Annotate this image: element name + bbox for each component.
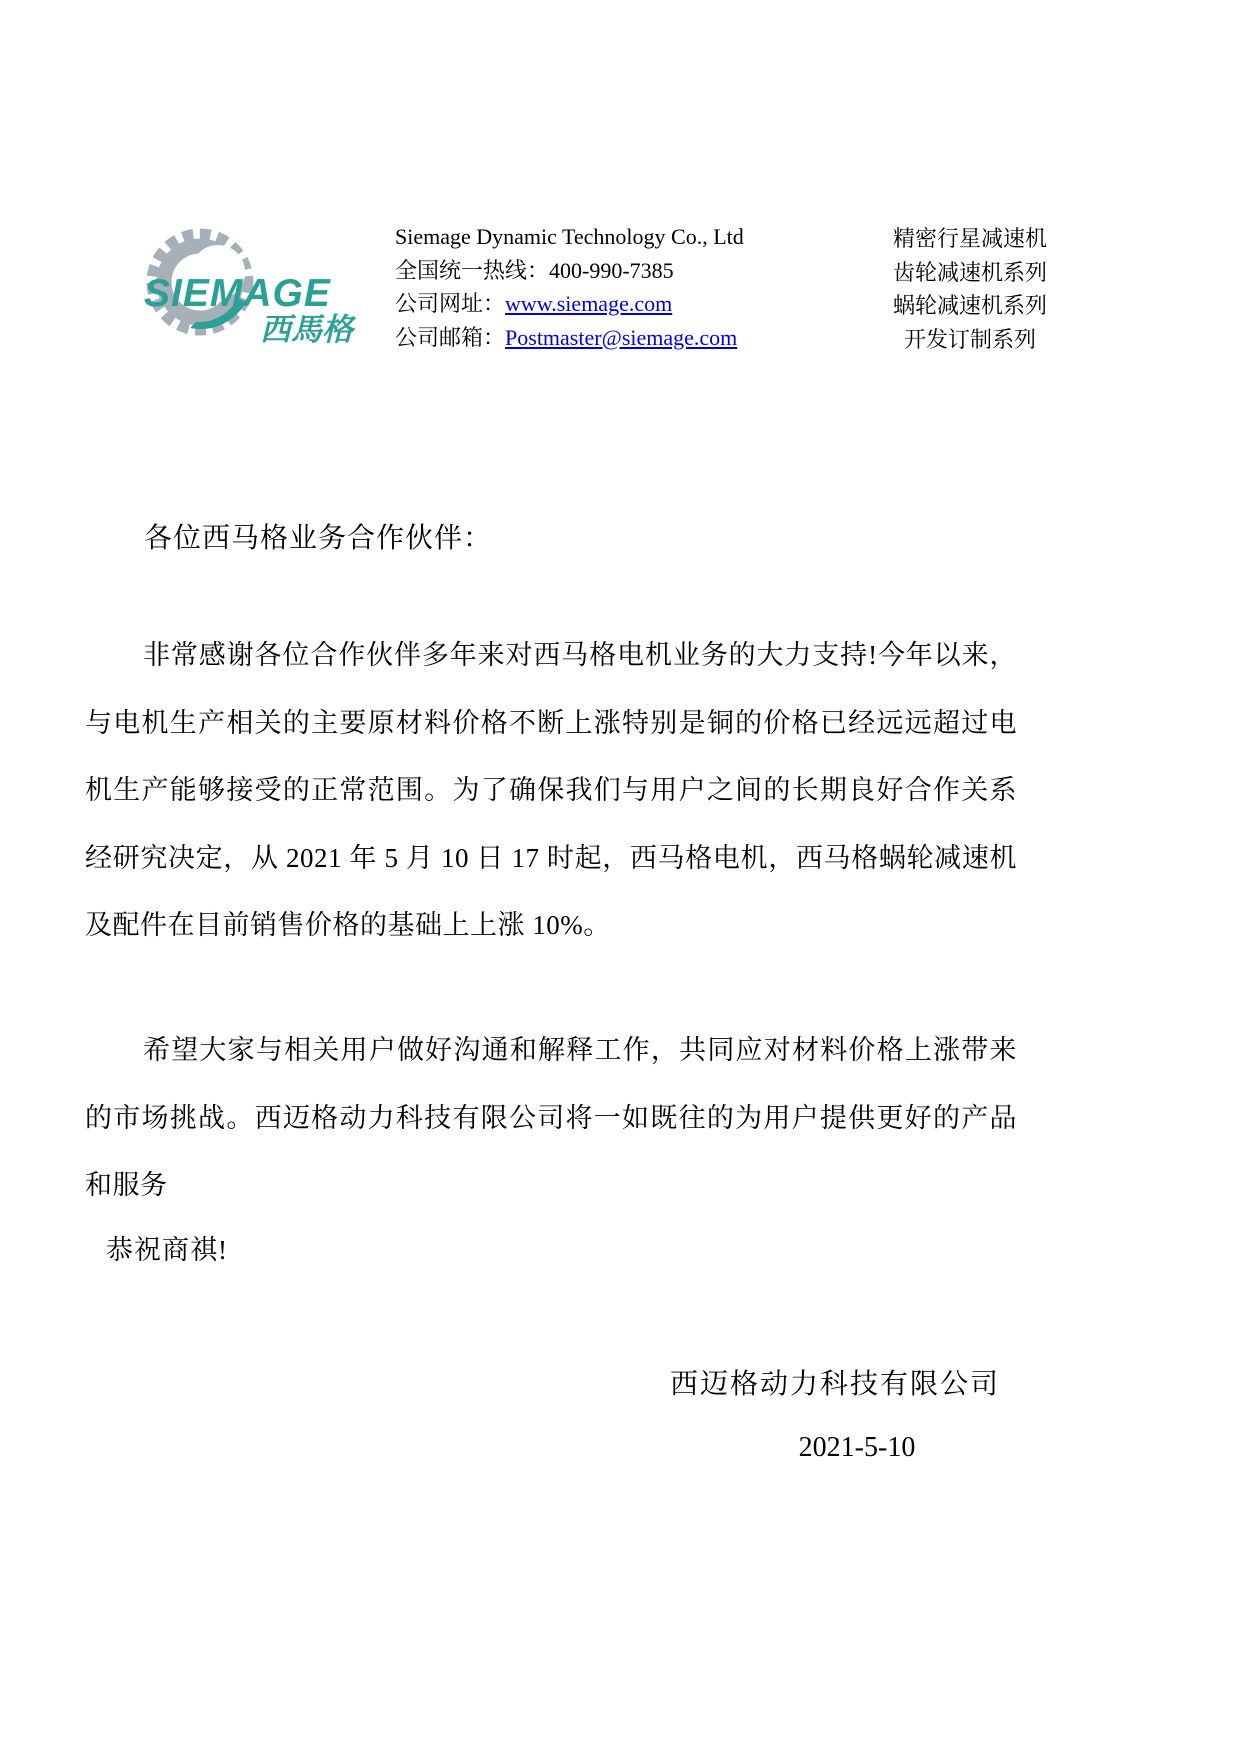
logo-brand-cn: 西馬格 xyxy=(260,312,353,347)
hotline-number: 400-990-7385 xyxy=(549,257,674,283)
company-info-block xyxy=(395,220,744,354)
series-item-custom: 开发订制系列 xyxy=(903,326,1036,352)
logo-brand-en: SIEMAGE xyxy=(144,272,331,315)
gear-logo-icon xyxy=(138,224,360,350)
email-line xyxy=(395,321,738,355)
paragraph-price-increase: 非常感谢各位合作伙伴多年来对西马格电机业务的大力支持!今年以来，与电机生产相关的主要原材料价格不断上涨特别是铜的价格已经远远超过电机生产能够接受的正常范围。为了确保我们与用户之间的长期良好合作关系经研究决定，从 2021 年 5 月 10 日 17 时起，西马格电机，西马格蜗轮减速机及配件在目前销售价格的基础上上涨 10%。 xyxy=(85,640,1017,940)
closing-wish: 恭祝商祺! xyxy=(106,1235,228,1265)
company-logo xyxy=(138,224,360,350)
series-item-gear: 齿轮减速机系列 xyxy=(892,259,1047,285)
website-line xyxy=(395,287,735,321)
website-label: 公司网址： xyxy=(395,291,506,316)
series-item-planetary: 精密行星减速机 xyxy=(892,226,1047,251)
paragraph-cooperation: 希望大家与相关用户做好沟通和解释工作，共同应对材料价格上涨带来的市场挑战。西迈格动力科技有限公司将一如既往的为用户提供更好的产品和服务 xyxy=(85,1035,1017,1200)
company-name-en: Siemage Dynamic Technology Co., Ltd xyxy=(395,224,744,249)
email-link[interactable]: Postmaster@siemage.com xyxy=(505,324,738,350)
series-item-worm: 蜗轮减速机系列 xyxy=(892,293,1047,318)
hotline-label: 全国统一热线： xyxy=(395,257,550,283)
salutation: 各位西马格业务合作伙伴： xyxy=(144,523,493,554)
website-link[interactable]: www.siemage.com xyxy=(505,291,673,316)
signature-company: 西迈格动力科技有限公司 xyxy=(669,1369,1000,1400)
product-series-list xyxy=(878,222,1062,356)
signature-date: 2021-5-10 xyxy=(798,1432,916,1463)
email-label: 公司邮箱： xyxy=(395,324,506,350)
hotline-line xyxy=(395,254,735,288)
